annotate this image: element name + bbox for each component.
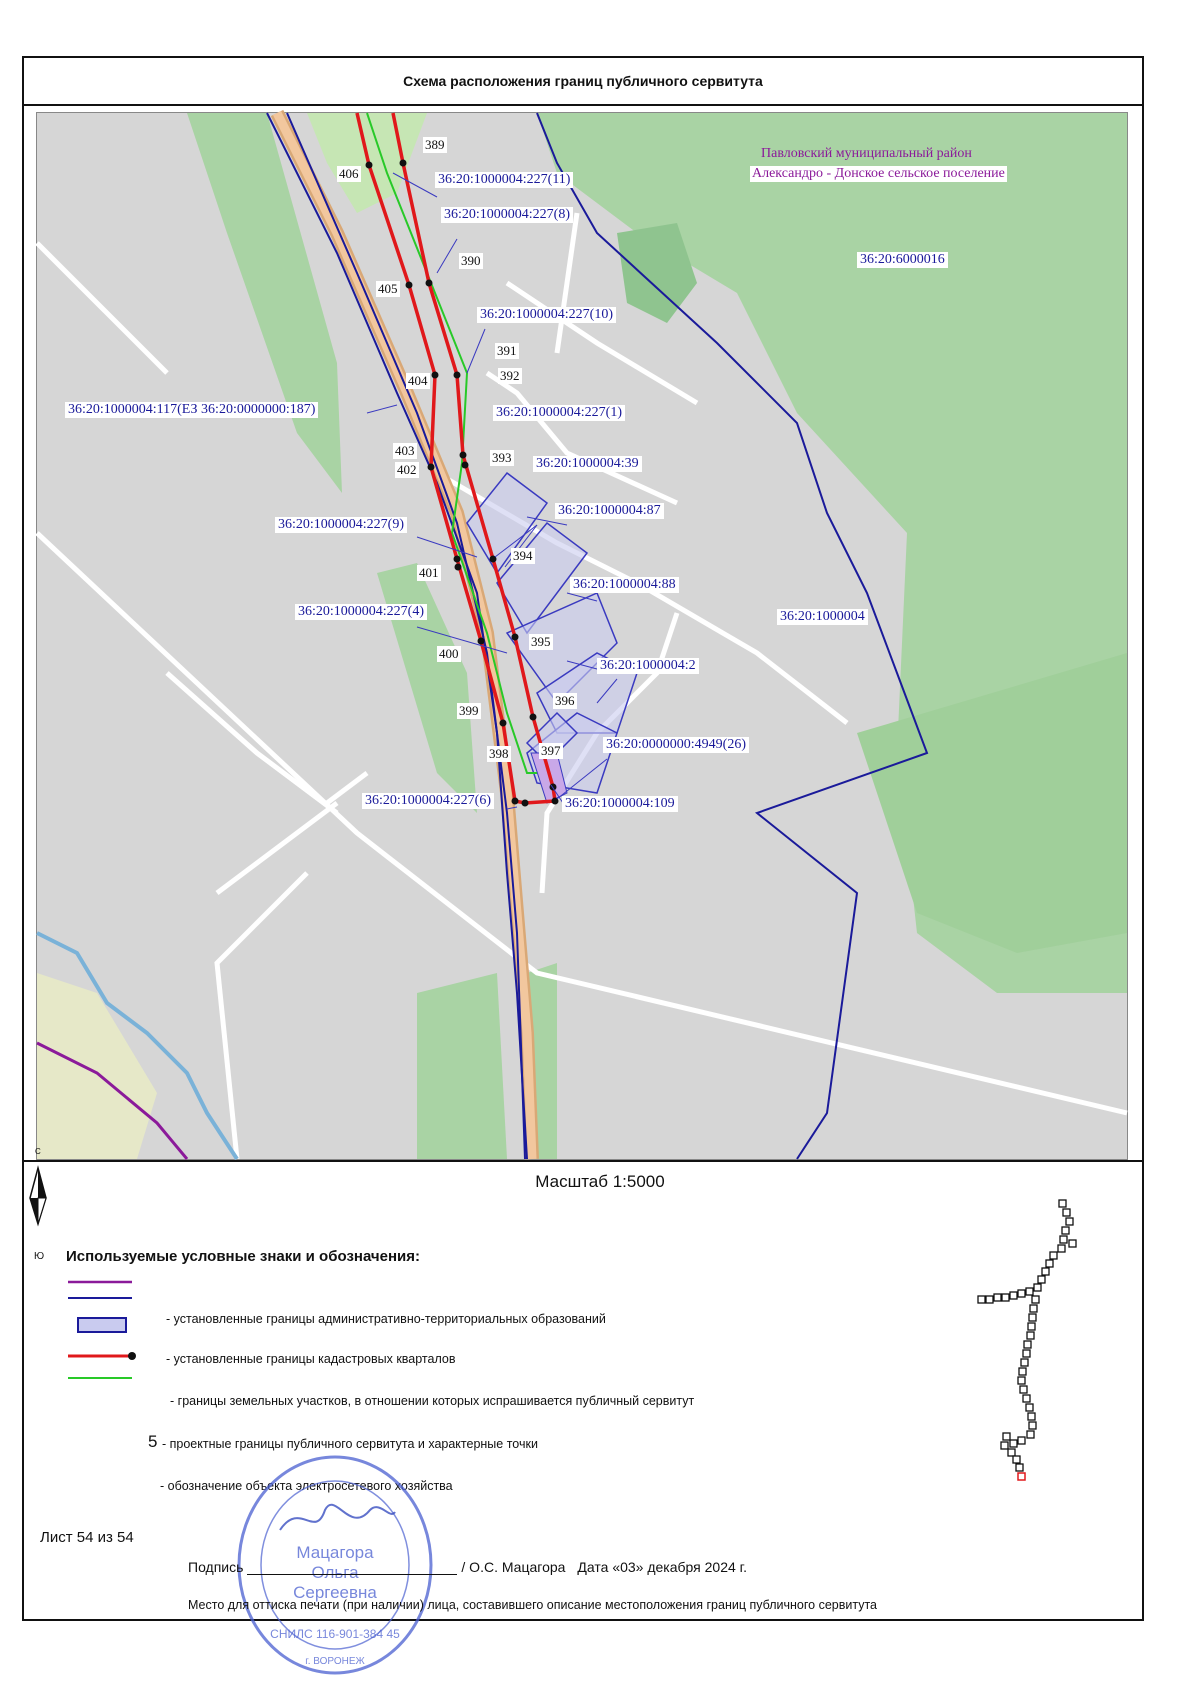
point-label: 400 [439,646,459,661]
legend-parcel-box [78,1318,126,1332]
point-label: 391 [497,343,517,358]
parcel-label: 36:20:1000004:39 [533,456,642,472]
page-title: Схема расположения границ публичного сервитута [24,58,1142,106]
sheet-number: Лист 54 из 54 [40,1529,134,1546]
seal-city: г. ВОРОНЕЖ [305,1656,365,1667]
point-label: 406 [339,166,359,181]
forest-area-west [187,113,342,493]
point-label: 405 [378,281,398,296]
point-label: 394 [513,548,533,563]
legend-item-project-num: 5 [148,1432,158,1451]
parcel-label: 36:20:1000004:2 [597,658,699,674]
parcel-label: 36:20:1000004:227(11) [435,172,573,188]
south-letter: Ю [34,1251,45,1262]
point-label: 389 [425,137,445,152]
parcel-label: 36:20:1000004:227(8) [441,207,573,223]
forest-area-mid [377,563,477,813]
point-label: 404 [408,373,428,388]
parcel-label: 36:20:1000004:109 [562,796,678,812]
seal-name2: Ольга [311,1563,359,1582]
map-legend-separator [24,1160,1142,1162]
map-canvas [37,113,1127,1159]
map-view[interactable] [36,112,1128,1160]
corner-mark: С [35,1147,41,1156]
parcel-label: 36:20:1000004:227(6) [362,793,494,809]
point-label: 390 [461,253,481,268]
signature-date: Дата «03» декабря 2024 г. [577,1559,747,1575]
point-label: 392 [500,368,520,383]
legend-heading: Используемые условные знаки и обозначения: [66,1248,421,1265]
point-label: 402 [397,462,417,477]
seal-name1: Мацагора [296,1543,374,1562]
point-label: 395 [531,634,551,649]
forest-area-south [417,973,507,1159]
legend-item-project: - проектные границы публичного сервитута и характерные точки [162,1437,538,1451]
quarter-label-east: 36:20:6000016 [857,252,948,268]
quarter-label-center: 36:20:1000004 [777,609,868,625]
point-label: 398 [489,746,509,761]
signature-line [247,1560,457,1575]
legend-item-quarters: - установленные границы кадастровых кварталов [166,1352,456,1366]
signer-name: / О.С. Мацагора [461,1559,566,1575]
point-label: 401 [419,565,439,580]
parcel-label: 36:20:1000004:227(9) [275,517,407,533]
point-label: 393 [492,450,512,465]
signature-row [188,1559,747,1575]
parcel-label: 36:20:0000000:4949(26) [603,737,749,753]
overview-keymap [972,1200,1092,1490]
parcel-label: 36:20:1000004:227(1) [493,405,625,421]
point-label: 399 [459,703,479,718]
point-label: 396 [555,693,575,708]
parcel-label: 36:20:1000004:117(ЕЗ 36:20:0000000:187) [65,402,318,418]
parcel-label: 36:20:1000004:227(4) [295,604,427,620]
district-label-line1: Павловский муниципальный район [761,146,972,161]
legend-point-dot [128,1352,136,1360]
pale-area-southwest [37,973,157,1159]
point-label: 397 [541,743,561,758]
parcel-label: 36:20:1000004:87 [555,503,664,519]
legend-symbols [60,1270,140,1420]
point-label: 403 [395,443,415,458]
keymap-current-marker [1018,1473,1025,1480]
scale-label: Масштаб 1:5000 [535,1172,665,1191]
legend-item-object: - обозначение объекта электросетевого хозяйства [160,1479,453,1493]
seal-name3: Сергеевна [293,1583,377,1602]
parcel-label: 36:20:1000004:88 [570,577,679,593]
forest-area-east-inner [857,653,1127,953]
legend-item-parcels: - границы земельных участков, в отношении которых испрашивается публичный сервитут [170,1394,695,1408]
parcel-label: 36:20:1000004:227(10) [477,307,616,323]
signature-label: Подпись [188,1559,244,1575]
district-label-line2: Александро - Донское сельское поселение [752,166,1005,181]
legend-item-admin: - установленные границы административно-территориальных образований [166,1312,606,1326]
stamp-place-note: Место для оттиска печати (при наличии) лица, составившего описание местоположения границ публичного сервитута [188,1598,877,1612]
seal-number: СНИЛС 116-901-384 45 [270,1627,400,1641]
